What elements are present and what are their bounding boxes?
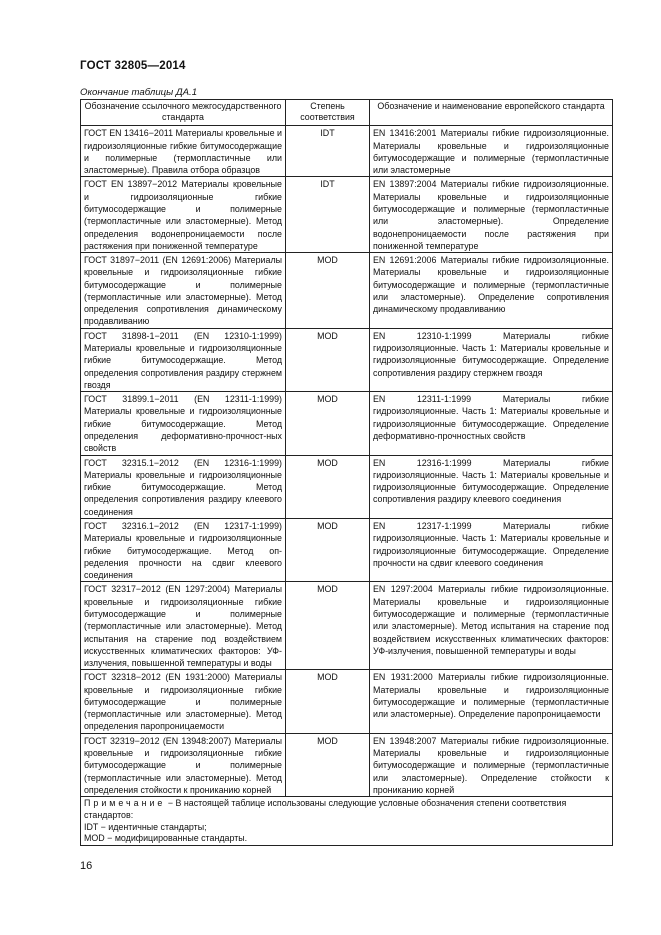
gost-cell: ГОСТ 32317−2012 (EN 1297:2004) Материалы кровельные и гидроизоляционные гибкие битумосодержащие и полимерные (термопластичные или эластомерные). Метод испытания на старение под воздействием искусственных климатических факторов: УФ-излучения, повышенной температуры и воды	[81, 582, 286, 670]
en-cell: EN 12310-1:1999 Материалы гибкие гидроизоляционные. Часть 1: Материалы кровельные и гидроизоляционные битумосодержащие. Определение сопротивления раздиру стержнем гвоздя	[370, 328, 613, 391]
gost-cell: ГОСТ EN 13897−2012 Материалы кровельные и гидроизоляционные гибкие битумосодержащие и полимерные (термопластичные или эластомерные). Метод определения водонепроницаемости после растяжения при пониженной температуре	[81, 177, 286, 253]
table-caption: Окончание таблицы ДА.1	[80, 87, 198, 98]
en-cell: EN 1931:2000 Материалы гибкие гидроизоляционные. Материалы кровельные и гидроизоляционные битумосодержащие и полимерные (термопластичные или эластомерные). Определение паропроницаемости	[370, 670, 613, 733]
note-idt: IDT − идентичные стандарты;	[84, 821, 207, 832]
degree-cell: MOD	[286, 582, 370, 670]
gost-cell: ГОСТ 31899.1−2011 (EN 12311-1:1999) Материалы кровельные и гидроизоляционные гибкие битумосодержащие. Метод определения деформативно-прочност-ных свойств	[81, 392, 286, 455]
header-degree: Степень соответствия	[286, 100, 370, 126]
header-gost: Обозначение ссылочного межгосударственного стандарта	[81, 100, 286, 126]
en-cell: EN 13948:2007 Материалы гибкие гидроизоляционные. Материалы кровельные и гидроизоляционные битумосодержащие и полимерные (термопластичные или эластомерные). Определение стойкости к прониканию корней	[370, 733, 613, 796]
en-cell: EN 12691:2006 Материалы гибкие гидроизоляционные. Материалы кровельные и гидроизоляционные битумосодержащие и полимерные (термопластичные или эластомерные). Определение сопротивления динамическому продавливанию	[370, 253, 613, 329]
table-row	[81, 392, 613, 455]
degree-cell: MOD	[286, 455, 370, 518]
note-intro	[84, 798, 609, 822]
table-note	[81, 797, 613, 846]
table-row	[81, 518, 613, 581]
en-cell: EN 12311-1:1999 Материалы гибкие гидроизоляционные. Часть 1: Материалы кровельные и гидроизоляционные битумосодержащие. Определение деформативно-прочностных свойств	[370, 392, 613, 455]
note-mod: MOD − модифицированные стандарты.	[84, 833, 248, 844]
table-row	[81, 670, 613, 733]
gost-cell: ГОСТ 32319−2012 (EN 13948:2007) Материалы кровельные и гидроизоляционные гибкие битумосодержащие и полимерные (термопластичные или эластомерные). Метод определения стойкости к прониканию корней	[81, 733, 286, 796]
table-row	[81, 253, 613, 329]
page-number: 16	[80, 860, 93, 872]
table-row	[81, 582, 613, 670]
table-row	[81, 177, 613, 253]
gost-cell: ГОСТ 32316.1−2012 (EN 12317-1:1999) Материалы кровельные и гидроизоляционные гибкие битумосодержащие. Метод оп-ределения прочности на сдвиг клеевого соединения	[81, 518, 286, 581]
degree-cell: MOD	[286, 733, 370, 796]
degree-cell: MOD	[286, 392, 370, 455]
en-cell: EN 12317-1:1999 Материалы гибкие гидроизоляционные. Часть 1: Материалы кровельные и гидроизоляционные битумосодержащие. Определение прочности на сдвиг клеевого соединения	[370, 518, 613, 581]
table-header-row	[81, 100, 613, 126]
note-label: Примечание	[84, 798, 166, 809]
table-row	[81, 733, 613, 796]
gost-cell: ГОСТ EN 13416−2011 Материалы кровельные и гидроизоляционные гибкие битумосодержащие и полимерные (термопластичные или эластомерные). Правила отбора образцов	[81, 126, 286, 177]
degree-cell: IDT	[286, 126, 370, 177]
document-header: ГОСТ 32805—2014	[80, 60, 186, 72]
gost-cell: ГОСТ 32315.1−2012 (EN 12316-1:1999) Материалы кровельные и гидроизоляционные гибкие битумосодержащие. Метод определения сопротивления раздиру клеевого соединения	[81, 455, 286, 518]
note-text: − В настоящей таблице использованы следующие условные обозначения степени соответствия стандартов:	[84, 798, 567, 820]
table-row	[81, 126, 613, 177]
en-cell: EN 13416:2001 Материалы гибкие гидроизоляционные. Материалы кровельные и гидроизоляционные битумосодержащие и полимерные (термопластичные или эластомерные	[370, 126, 613, 177]
standards-table	[80, 99, 613, 846]
degree-cell: MOD	[286, 670, 370, 733]
degree-cell: IDT	[286, 177, 370, 253]
header-en: Обозначение и наименование европейского стандарта	[370, 100, 613, 126]
en-cell: EN 12316-1:1999 Материалы гибкие гидроизоляционные. Часть 1: Материалы кровельные и гидроизоляционные битумосодержащие. Определение сопротивления раздиру клеевого соединения	[370, 455, 613, 518]
table-row	[81, 455, 613, 518]
degree-cell: MOD	[286, 518, 370, 581]
gost-cell: ГОСТ 31898-1−2011 (EN 12310-1:1999) Материалы кровельные и гидроизоляционные гибкие битумосодержащие. Метод определения сопротивления раздиру стержнем гвоздя	[81, 328, 286, 391]
en-cell: EN 1297:2004 Материалы гибкие гидроизоляционные. Материалы кровельные и гидроизоляционные битумосодержащие и полимерные (термопластичные или эластомерные). Метод испытания на старение под воздействием искусственных климатических факторов: УФ-излучения, повышенной температуры и воды	[370, 582, 613, 670]
gost-cell: ГОСТ 31897−2011 (EN 12691:2006) Материалы кровельные и гидроизоляционные гибкие битумосодержащие и полимерные (термопластичные или эластомерные). Метод определения сопротивления динамическому продавливанию	[81, 253, 286, 329]
table-row	[81, 328, 613, 391]
degree-cell: MOD	[286, 253, 370, 329]
table-note-row	[81, 797, 613, 846]
gost-cell: ГОСТ 32318−2012 (EN 1931:2000) Материалы кровельные и гидроизоляционные гибкие битумосодержащие и полимерные (термопластичные или эластомерные). Метод определения паропроницаемости	[81, 670, 286, 733]
en-cell: EN 13897:2004 Материалы гибкие гидроизоляционные. Материалы кровельные и гидроизоляционные битумосодержащие и полимерные (термопластичные или эластомерные). Определение водонепроницаемости после растяжения при пониженной температуре	[370, 177, 613, 253]
degree-cell: MOD	[286, 328, 370, 391]
